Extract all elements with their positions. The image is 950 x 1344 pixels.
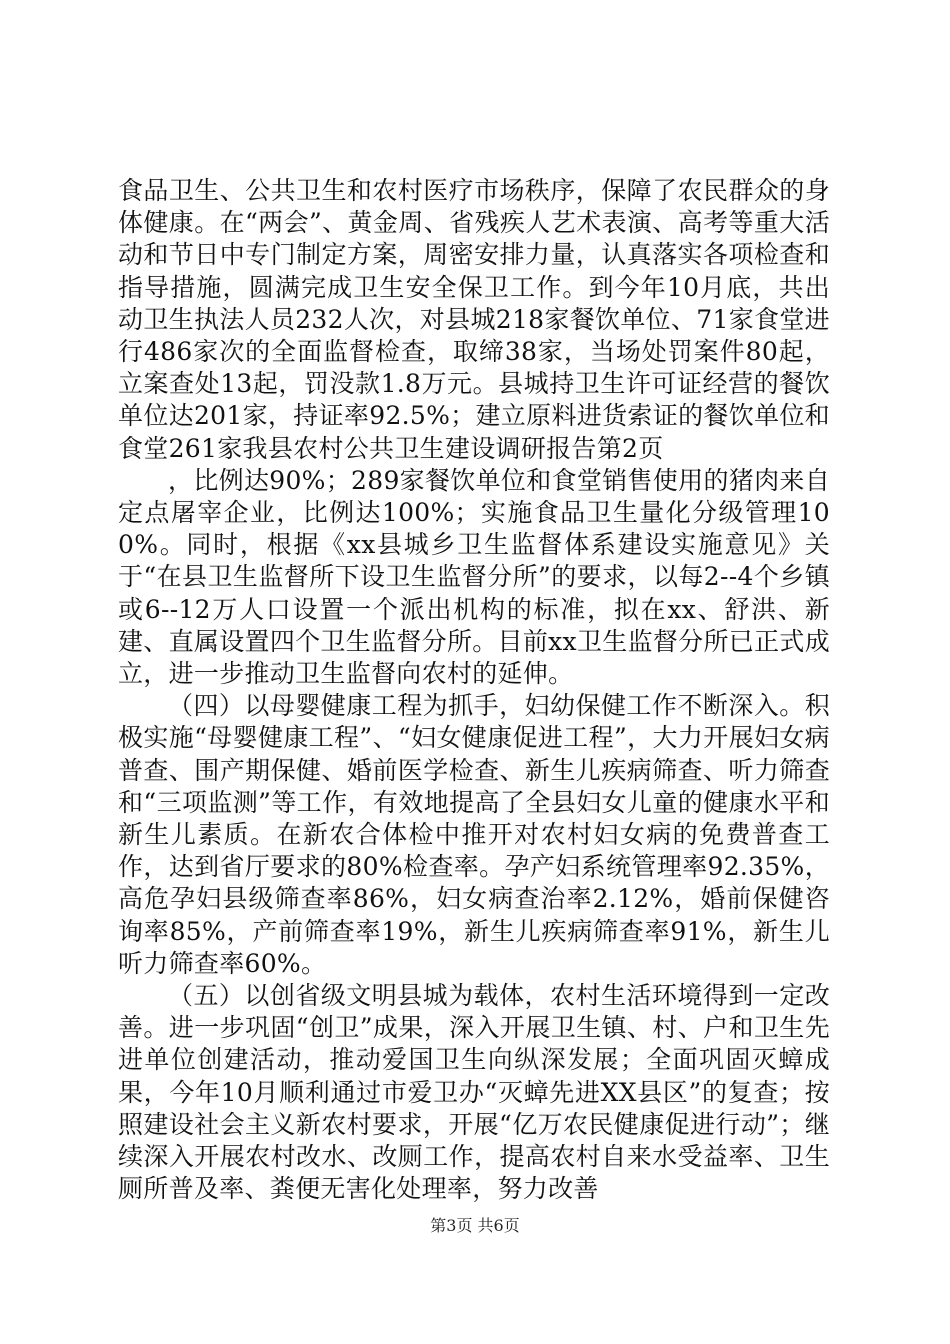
page-footer: 第3页 共6页 [430,1216,520,1235]
paragraph-pork-supply: ，比例达90%；289家餐饮单位和食堂销售使用的猪肉来自定点屠宰企业，比例达100%；实施食品卫生量化分级管理100%。同时，根据《xx县城乡卫生监督体系建设实施意见》关于“在县卫生监督所下设卫生监督分所”的要求，以每2--4个乡镇或6--12万人口设置一个派出机构的标准，拟在xx、舒洪、新建、直属设置四个卫生监督分所。目前xx卫生监督分所已正式成立，进一步推动卫生监督向农村的延伸。 [118,465,830,689]
paragraph-living-environment: （五）以创省级文明县城为载体，农村生活环境得到一定改善。进一步巩固“创卫”成果，深入开展卫生镇、村、户和卫生先进单位创建活动，推动爱国卫生向纵深发展；全面巩固灭蟑成果，今年10月顺利通过市爱卫办“灭蟑先进XX县区”的复查；按照建设社会主义新农村要求，开展“亿万农民健康促进行动”；继续深入开展农村改水、改厕工作，提高农村自来水受益率、卫生厕所普及率、粪便无害化处理率，努力改善 [118,981,830,1204]
document-body [118,175,830,1206]
paragraph-maternal-health: （四）以母婴健康工程为抓手，妇幼保健工作不断深入。积极实施“母婴健康工程”、“妇女健康促进工程”，大力开展妇女病普查、围产期保健、婚前医学检查、新生儿疾病筛查、听力筛查和“三项监测”等工作，有效地提高了全县妇女儿童的健康水平和新生儿素质。在新农合体检中推开对农村妇女病的免费普查工作，达到省厅要求的80%检查率。孕产妇系统管理率92.35%，高危孕妇县级筛查率86%，妇女病查治率2.12%，婚前保健咨询率85%，产前筛查率19%，新生儿疾病筛查率91%，新生儿听力筛查率60%。 [118,691,830,978]
paragraph-food-hygiene: 食品卫生、公共卫生和农村医疗市场秩序，保障了农民群众的身体健康。在“两会”、黄金周、省残疾人艺术表演、高考等重大活动和节日中专门制定方案，周密安排力量，认真落实各项检查和指导措施，圆满完成卫生安全保卫工作。到今年10月底，共出动卫生执法人员232人次，对县城218家餐饮单位、71家食堂进行486家次的全面监督检查，取缔38家，当场处罚案件80起，立案查处13起，罚没款1.8万元。县城持卫生许可证经营的餐饮单位达201家，持证率92.5%；建立原料进货索证的餐饮单位和食堂261家我县农村公共卫生建设调研报告第2页 [118,176,830,463]
